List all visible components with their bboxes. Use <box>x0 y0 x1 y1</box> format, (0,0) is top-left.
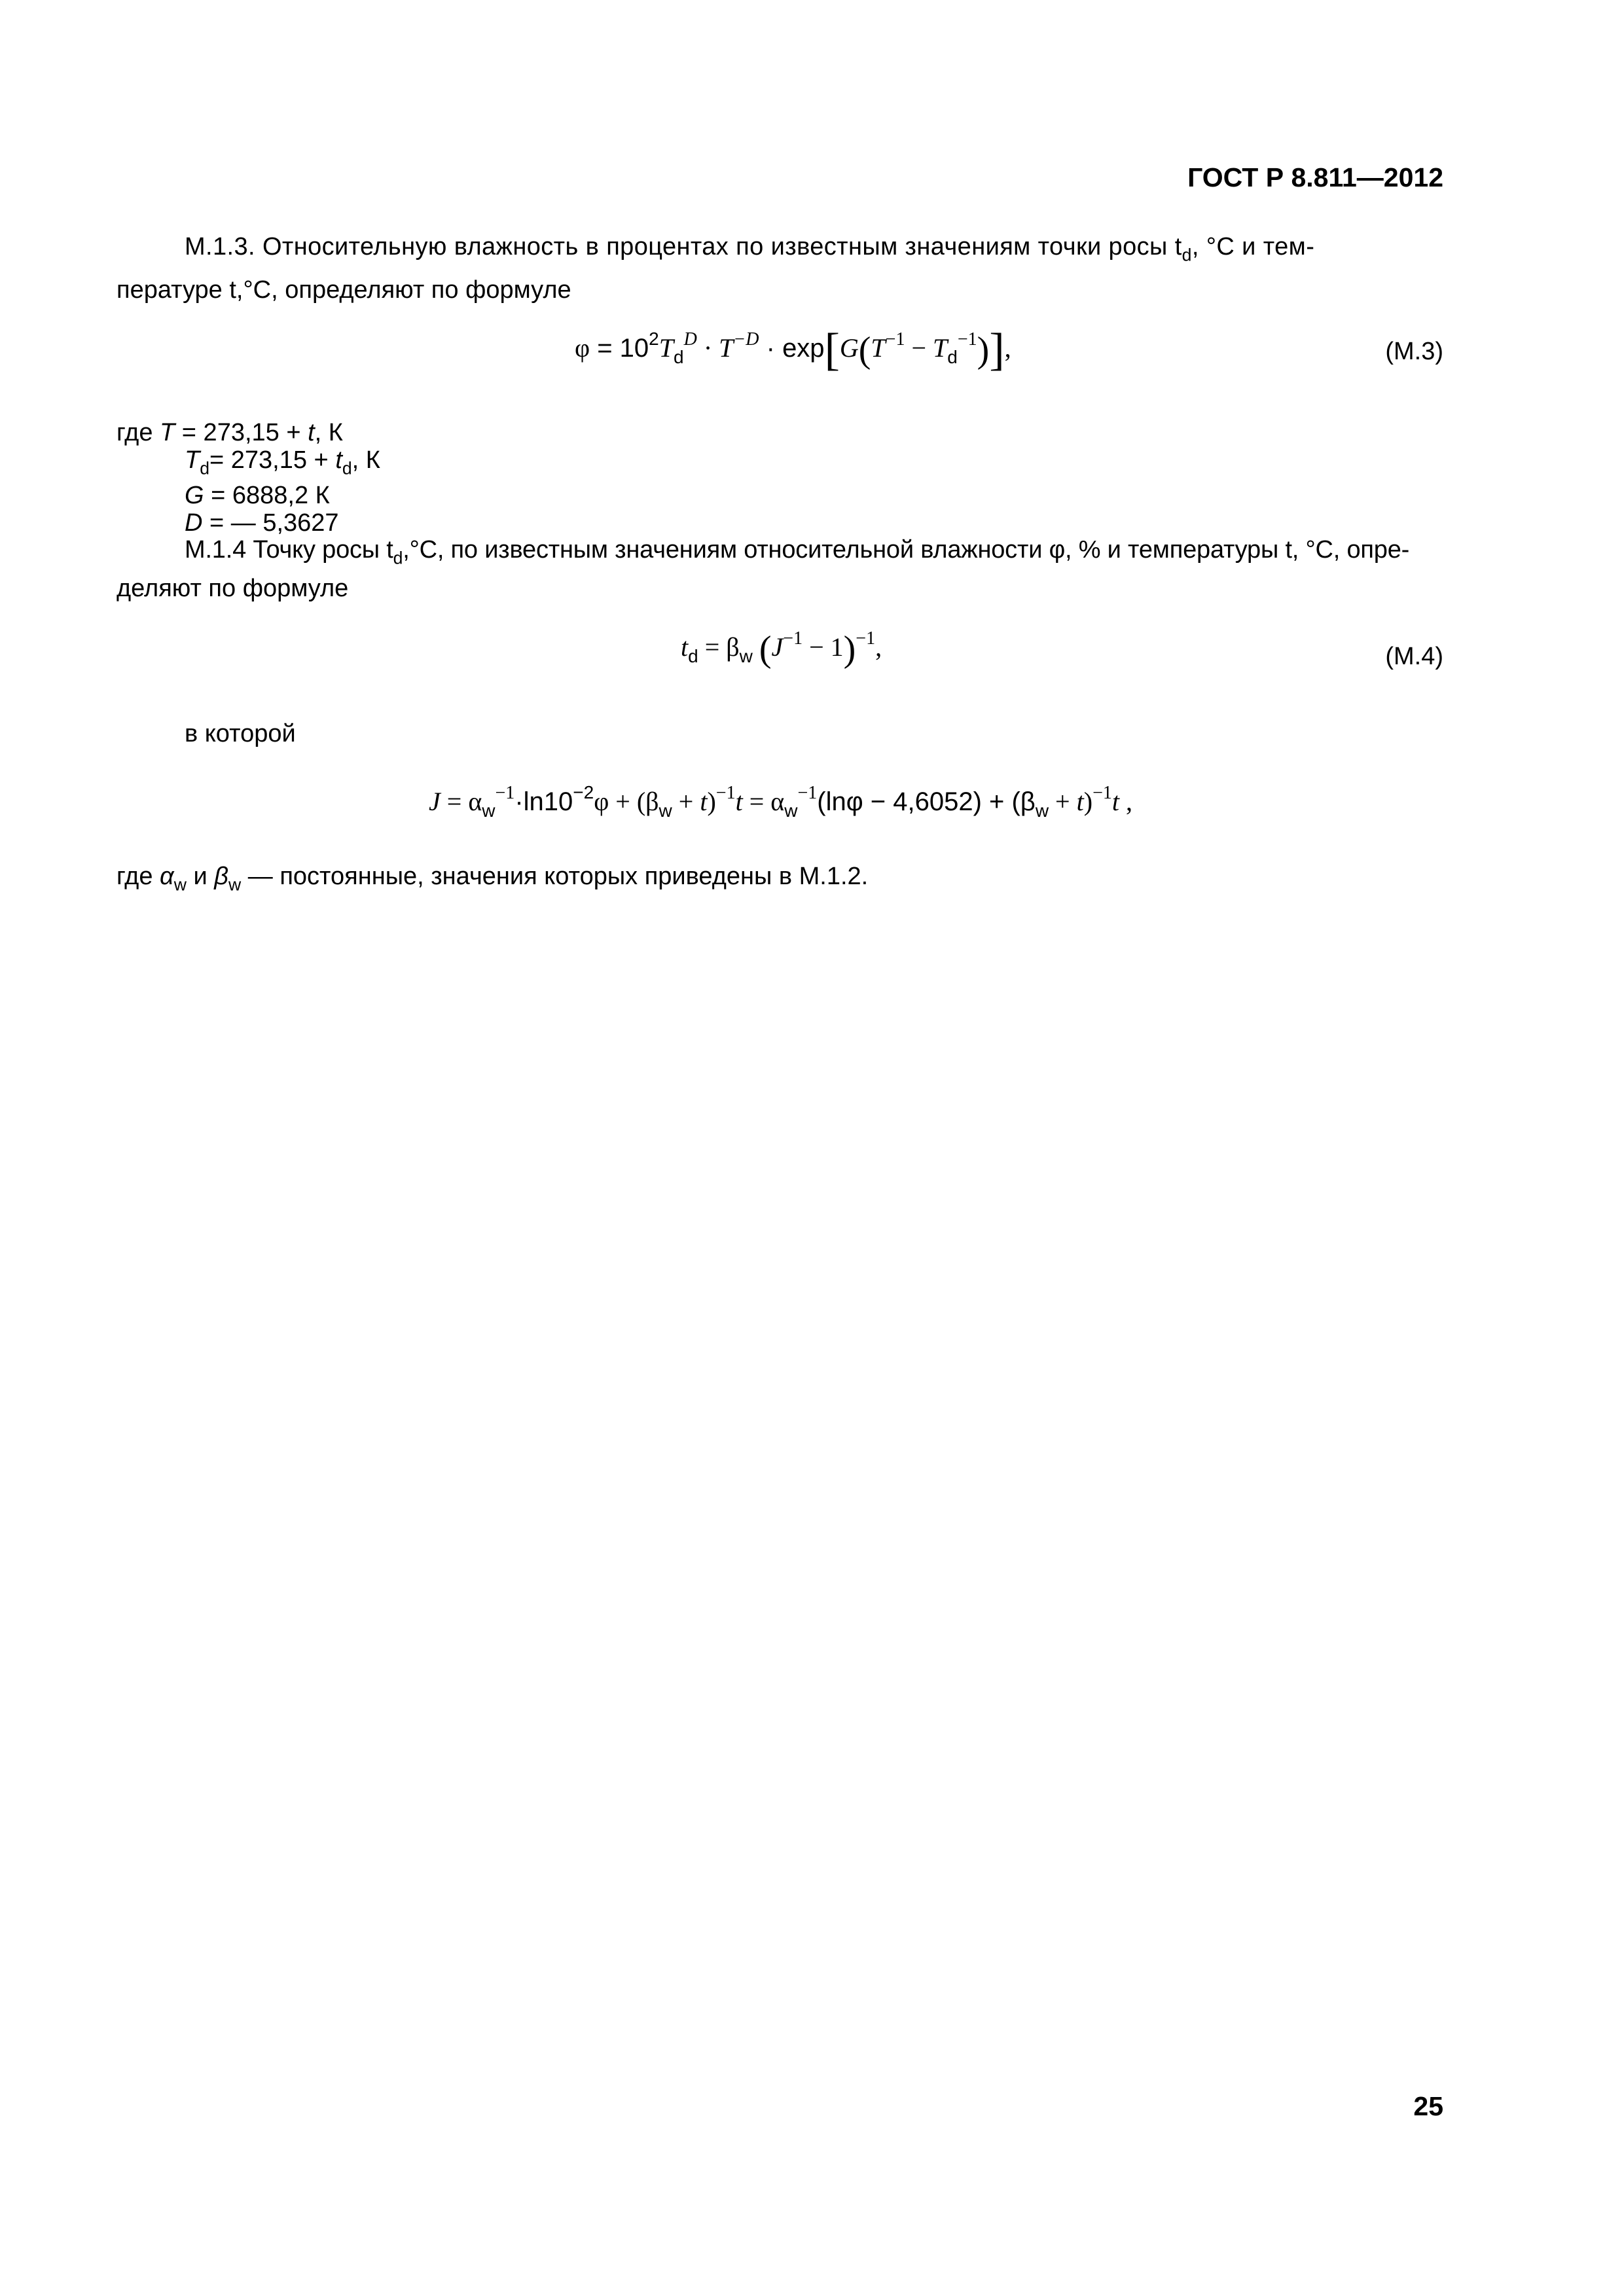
formula-j: $J = \alpha_w^{-1}\cdot\ln 10^{-2}\varphi + (\beta_w + t)^{-1}t = \alpha_w^{-1}(\ln\varphi - 4,6052) + (\beta_w + t)^{-1}t$ , <box>429 782 1132 821</box>
in-which-text: в которой <box>185 720 296 747</box>
section-m14 <box>117 533 1445 603</box>
equation-number-m4: (M.4) <box>1385 643 1443 670</box>
equation-number-m3: (M.3) <box>1385 338 1443 365</box>
section-m14-line1: М.1.4 Точку росы $t_d,^\circ С$, по известным значениям относительной влажности φ, % и температуры t, °С, опре- <box>185 536 1410 568</box>
document-header: ГОСТ Р 8.811—2012 <box>1187 162 1443 192</box>
section-m13 <box>117 229 1445 308</box>
definition-D: D = — 5,3627 <box>185 509 339 537</box>
section-m13-line1: М.1.3. Относительную влажность в процентах по известным значениям точки росы $t_d$, °С и тем- <box>185 233 1315 265</box>
page-number: 25 <box>1413 2091 1443 2121</box>
constants-note: где $\alpha_w$ и $\beta_w$ — постоянные, значения которых приведены в М.1.2. <box>117 863 869 895</box>
formula-m4: $t_d = \beta_w$ $(J^{-1} - 1)^{-1}$, <box>681 628 882 670</box>
section-m14-line2: деляют по формуле <box>117 575 349 603</box>
formula-m3: $\varphi = 10^2T_d^D \cdot T^{-D} \cdot \exp[G(T^{-1} - T_d^{-1})]$, <box>575 325 1011 375</box>
section-m13-line2: пературе t,°С, определяют по формуле <box>117 276 571 304</box>
definition-G: G = 6888,2 К <box>185 482 330 510</box>
definitions-block <box>117 419 380 537</box>
definition-T: где T = 273,15 + t, К <box>117 419 343 446</box>
definition-Td: $T_d= 273,15 + t_d$, К <box>185 446 380 478</box>
